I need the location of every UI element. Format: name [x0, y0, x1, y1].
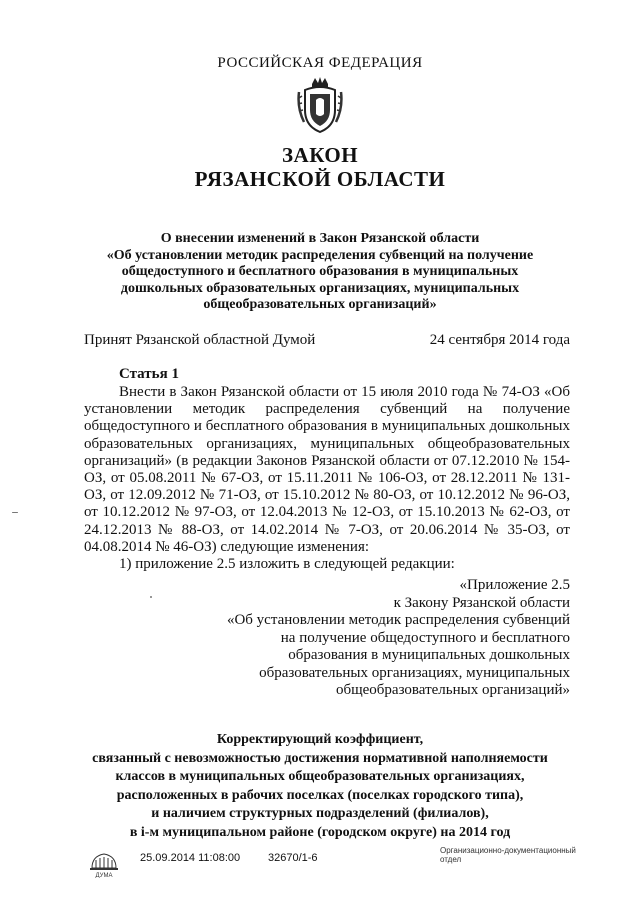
appendix-line: к Закону Рязанской области — [393, 594, 570, 611]
coat-of-arms-icon — [296, 76, 344, 136]
heading-line: О внесении изменений в Закон Рязанской области — [160, 231, 480, 246]
duma-logo-icon — [84, 848, 124, 878]
appendix-line: на получение общедоступного и бесплатного — [280, 629, 570, 646]
appendix-caption — [210, 577, 570, 700]
appendix-line: «Об установлении методик распределения субвенций — [226, 612, 570, 629]
country-title: РОССИЙСКАЯ ФЕДЕРАЦИЯ — [217, 55, 423, 71]
law-heading — [70, 231, 570, 314]
law-title — [0, 143, 640, 191]
coefficient-line: связанный с невозможностью достижения нормативной наполняемости — [92, 750, 548, 766]
adoption-date: 24 сентября 2014 года — [429, 332, 570, 348]
footer-department — [440, 846, 590, 864]
scan-speck — [12, 512, 18, 513]
appendix-line: образования в муниципальных дошкольных — [288, 647, 570, 664]
heading-line: общеобразовательных организаций» — [203, 297, 437, 312]
coefficient-line: расположенных в рабочих поселках (поселках городского типа), — [116, 787, 524, 803]
appendix-line: образовательных организациях, муниципальных — [259, 664, 570, 681]
article-item-1: 1) приложение 2.5 изложить в следующей редакции: — [119, 556, 455, 573]
adoption-line — [84, 332, 570, 349]
duma-logo-text: ДУМА — [95, 873, 113, 878]
appendix-line: общеобразовательных организаций» — [335, 682, 570, 699]
law-title-line1: ЗАКОН — [281, 143, 359, 167]
footer-department-line2: отдел — [440, 855, 462, 864]
appendix-line: «Приложение 2.5 — [459, 577, 570, 594]
footer-department-line1: Организационно-документационный — [440, 846, 576, 855]
appendix-block — [84, 573, 570, 703]
heading-line: «Об установлении методик распределения субвенций на получение — [106, 247, 534, 263]
article-body — [84, 384, 570, 703]
footer-timestamp: 25.09.2014 11:08:00 — [140, 852, 241, 864]
coefficient-title — [60, 731, 580, 842]
coefficient-line: в i-м муниципальном районе (городском округе) на 2014 год — [129, 824, 511, 840]
footer-doc-number: 32670/1-6 — [268, 852, 318, 864]
adopted-by: Принят Рязанской областной Думой — [84, 332, 316, 348]
coefficient-line: Корректирующий коэффициент, — [216, 732, 424, 747]
heading-line: общедоступного и бесплатного образования в муниципальных — [121, 264, 519, 279]
coefficient-line: и наличием структурных подразделений (филиалов), — [151, 806, 489, 821]
heading-line: дошкольных образовательных организациях, муниципальных — [120, 280, 520, 296]
scan-speck — [150, 596, 152, 598]
law-title-line2: РЯЗАНСКОЙ ОБЛАСТИ — [194, 167, 446, 191]
article-title: Статья 1 — [119, 366, 179, 382]
article-paragraph: Внести в Закон Рязанской области от 15 июля 2010 года № 74-ОЗ «Об установлении методик распределения субвенций на получение общедоступного и бесплатного образования в муниципальных дошкольных образовательных организациях, муниципальных общеобразовательных организаций» (в редакции Законов Рязанской области от 07.12.2010 № 154-ОЗ, от 05.08.2011 № 67-ОЗ, от 15.11.2011 № 106-ОЗ, от 28.12.2011 № 131-ОЗ, от 12.09.2012 № 71-ОЗ, от 15.10.2012 № 80-ОЗ, от 10.12.2012 № 96-ОЗ, от 10.12.2012 № 97-ОЗ, от 12.04.2013 № 12-ОЗ, от 15.10.2013 № 62-ОЗ, от 24.12.2013 № 88-ОЗ, от 14.02.2014 № 7-ОЗ, от 20.06.2014 № 35-ОЗ, от 04.08.2014 № 46-ОЗ) следующие изменения: — [84, 384, 570, 555]
coefficient-line: классов в муниципальных общеобразовательных организациях, — [115, 769, 525, 784]
